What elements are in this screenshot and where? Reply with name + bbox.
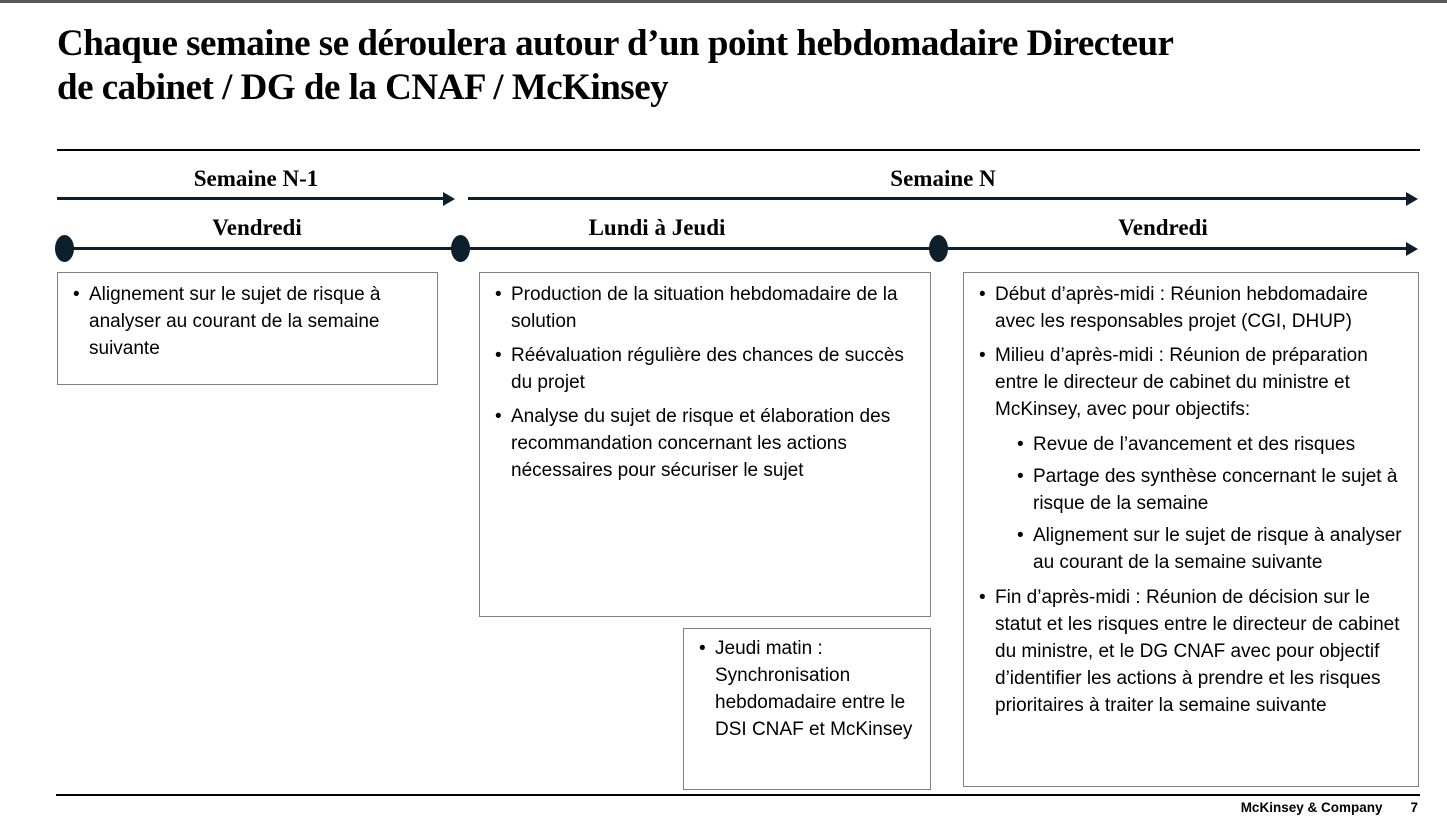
week-n-minus-1-arrowhead-icon <box>443 192 455 206</box>
friday-n-sublist <box>1015 431 1412 576</box>
window-top-border <box>0 0 1447 3</box>
thursday-morning-list <box>697 635 922 743</box>
friday-n-list <box>977 281 1412 423</box>
footer-page-number: 7 <box>1410 800 1418 815</box>
week-label-n-minus-1: Semaine N-1 <box>193 166 319 191</box>
friday-n-box <box>963 272 1419 787</box>
sub-list-item: • Alignement sur le sujet de risque à analyser au courant de la semaine suivante <box>1015 522 1412 576</box>
week-n-minus-1-arrow-line <box>57 197 443 200</box>
list-item: • Alignement sur le sujet de risque à analyser au courant de la semaine suivante <box>71 281 427 362</box>
footer <box>1241 800 1418 815</box>
milestone-dot-2 <box>451 235 470 262</box>
thursday-morning-box <box>683 628 931 790</box>
day-label-monday-thursday: Lundi à Jeudi <box>588 215 726 240</box>
slide-title-line2: de cabinet / DG de la CNAF / McKinsey <box>57 67 669 108</box>
monday-thursday-list <box>493 281 924 484</box>
day-timeline-line <box>57 247 1406 250</box>
friday-n-minus-1-box <box>57 272 438 385</box>
week-n-arrow-line <box>468 197 1406 200</box>
milestone-dot-3 <box>929 235 948 262</box>
slide-title-line1: Chaque semaine se déroulera autour d’un point hebdomadaire Directeur <box>57 23 1174 64</box>
sub-list-item: • Partage des synthèse concernant le sujet à risque de la semaine <box>1015 463 1412 517</box>
slide-title <box>57 22 1447 110</box>
list-item: • Analyse du sujet de risque et élaboration des recommandation concernant les actions nécessaires pour sécuriser le sujet <box>493 403 924 484</box>
list-item: • Réévaluation régulière des chances de succès du projet <box>493 342 924 396</box>
day-label-friday-n-minus-1: Vendredi <box>212 215 302 240</box>
list-item: • Jeudi matin : Synchronisation hebdomadaire entre le DSI CNAF et McKinsey <box>697 635 922 743</box>
sub-list-item: • Revue de l’avancement et des risques <box>1015 431 1412 458</box>
friday-n-minus-1-list <box>71 281 427 362</box>
footer-brand: McKinsey & Company <box>1240 800 1383 815</box>
friday-n-list-end <box>977 584 1412 719</box>
list-item: • Début d’après-midi : Réunion hebdomadaire avec les responsables projet (CGI, DHUP) <box>977 281 1412 335</box>
day-label-friday-n: Vendredi <box>1118 215 1208 240</box>
day-timeline-arrowhead-icon <box>1406 242 1418 256</box>
monday-thursday-box <box>479 272 931 617</box>
list-item: • Fin d’après-midi : Réunion de décision sur le statut et les risques entre le directeur de cabinet du ministre, et le DG CNAF avec pour objectif d’identifier les actions à prendre et les risques prioritaires à traiter la semaine suivante <box>977 584 1412 719</box>
title-divider-rule <box>57 149 1420 151</box>
milestone-dot-1 <box>55 235 74 262</box>
week-label-n: Semaine N <box>890 166 996 191</box>
list-item: • Production de la situation hebdomadaire de la solution <box>493 281 924 335</box>
footer-rule <box>56 794 1420 796</box>
list-item: • Milieu d’après-midi : Réunion de préparation entre le directeur de cabinet du ministre et McKinsey, avec pour objectifs: <box>977 342 1412 423</box>
week-n-arrowhead-icon <box>1406 192 1418 206</box>
